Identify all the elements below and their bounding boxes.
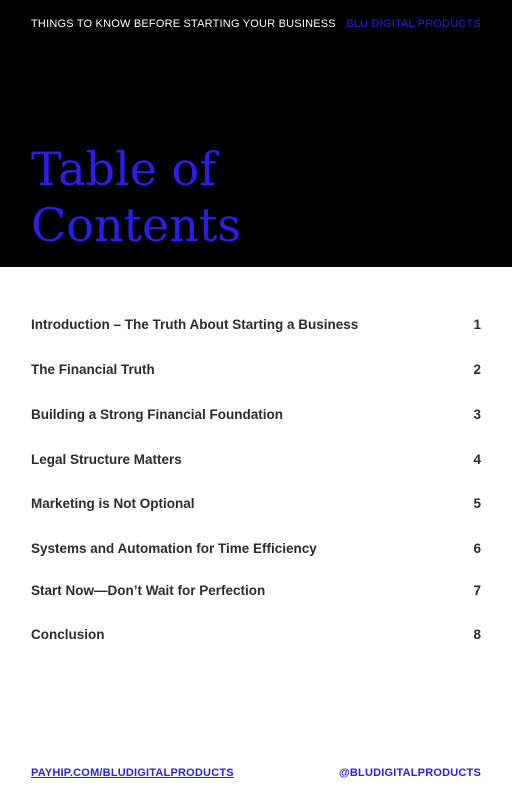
page-title-line-1: Table of bbox=[31, 142, 217, 196]
toc-item-label: Marketing is Not Optional bbox=[31, 495, 195, 511]
toc-item-page-number: 6 bbox=[473, 540, 481, 556]
toc-item-page-number: 5 bbox=[473, 495, 481, 511]
toc-item-label: Conclusion bbox=[31, 626, 105, 642]
toc-item-start-now[interactable] bbox=[31, 579, 481, 601]
toc-item-page-number: 2 bbox=[473, 361, 481, 377]
page-title-line-2: Contents bbox=[31, 198, 241, 252]
toc-item-label: Building a Strong Financial Foundation bbox=[31, 406, 283, 422]
toc-item-financial-truth[interactable] bbox=[31, 358, 481, 380]
toc-item-page-number: 1 bbox=[473, 316, 481, 332]
toc-item-page-number: 4 bbox=[473, 451, 481, 467]
toc-item-page-number: 8 bbox=[473, 626, 481, 642]
brand-name: BLU DIGITAL PRODUCTS bbox=[346, 18, 481, 30]
store-link[interactable]: PAYHIP.COM/BLUDIGITALPRODUCTS bbox=[31, 767, 234, 779]
toc-item-financial-foundation[interactable] bbox=[31, 403, 481, 425]
toc-item-label: The Financial Truth bbox=[31, 361, 155, 377]
toc-item-marketing[interactable] bbox=[31, 492, 481, 514]
toc-item-label: Start Now—Don’t Wait for Perfection bbox=[31, 582, 266, 598]
toc-item-conclusion[interactable] bbox=[31, 623, 481, 645]
document-subject-label: THINGS TO KNOW BEFORE STARTING YOUR BUSINESS bbox=[31, 18, 336, 30]
toc-item-legal-structure[interactable] bbox=[31, 448, 481, 470]
toc-item-label: Systems and Automation for Time Efficiency bbox=[31, 540, 317, 556]
toc-item-page-number: 3 bbox=[473, 406, 481, 422]
toc-item-label: Legal Structure Matters bbox=[31, 451, 182, 467]
toc-item-page-number: 7 bbox=[473, 582, 481, 598]
toc-item-systems-automation[interactable] bbox=[31, 537, 481, 559]
toc-item-introduction[interactable] bbox=[31, 313, 481, 335]
hero-banner bbox=[0, 0, 512, 267]
page-title bbox=[31, 141, 331, 253]
social-handle: @BLUDIGITALPRODUCTS bbox=[338, 767, 481, 779]
toc-item-label: Introduction – The Truth About Starting a Business bbox=[31, 316, 359, 332]
